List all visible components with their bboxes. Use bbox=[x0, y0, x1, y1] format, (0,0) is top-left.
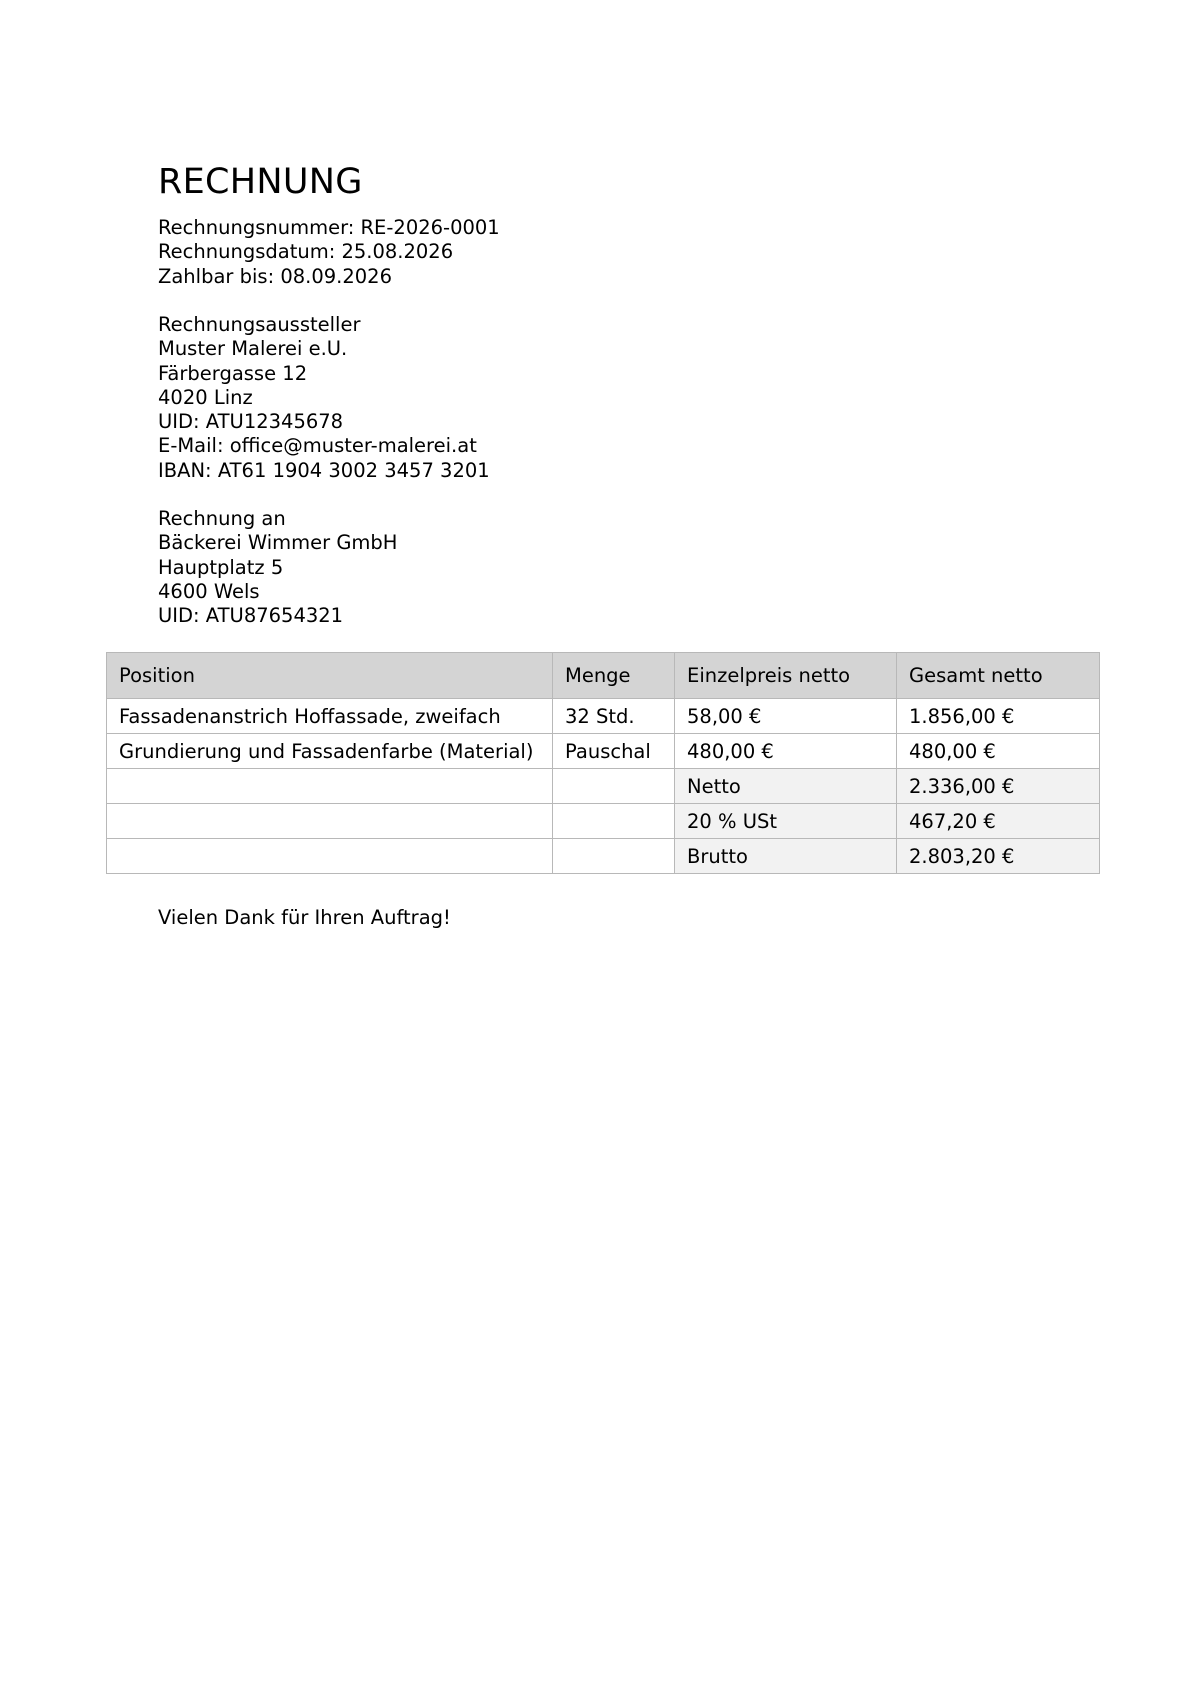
issuer-email: E-Mail: office@muster-malerei.at bbox=[158, 434, 477, 458]
cell-total: 480,00 € bbox=[897, 734, 1100, 769]
cell-quantity: Pauschal bbox=[553, 734, 675, 769]
recipient-block bbox=[158, 507, 397, 628]
recipient-city: 4600 Wels bbox=[158, 579, 260, 603]
issuer-block bbox=[158, 313, 490, 483]
cell-unit-price: 480,00 € bbox=[675, 734, 897, 769]
empty-cell bbox=[107, 804, 553, 839]
invoice-meta bbox=[158, 216, 500, 289]
issuer-street: Färbergasse 12 bbox=[158, 361, 308, 385]
summary-label-net: Netto bbox=[675, 769, 897, 804]
cell-position: Grundierung und Fassadenfarbe (Material) bbox=[107, 734, 553, 769]
summary-value-vat: 467,20 € bbox=[897, 804, 1100, 839]
invoice-number: Rechnungsnummer: RE-2026-0001 bbox=[158, 216, 500, 239]
recipient-name: Bäckerei Wimmer GmbH bbox=[158, 531, 398, 555]
issuer-city: 4020 Linz bbox=[158, 385, 253, 409]
summary-value-gross: 2.803,20 € bbox=[897, 839, 1100, 874]
column-header-quantity: Menge bbox=[553, 653, 675, 699]
invoice-title: RECHNUNG bbox=[158, 162, 363, 202]
invoice-date: Rechnungsdatum: 25.08.2026 bbox=[158, 240, 454, 264]
column-header-total: Gesamt netto bbox=[897, 653, 1100, 699]
issuer-name: Muster Malerei e.U. bbox=[158, 337, 348, 361]
table-header-row bbox=[107, 653, 1100, 699]
recipient-street: Hauptplatz 5 bbox=[158, 555, 284, 579]
empty-cell bbox=[107, 839, 553, 874]
summary-row-gross bbox=[107, 839, 1100, 874]
cell-unit-price: 58,00 € bbox=[675, 699, 897, 734]
cell-position: Fassadenanstrich Hoffassade, zweifach bbox=[107, 699, 553, 734]
empty-cell bbox=[553, 804, 675, 839]
issuer-iban: IBAN: AT61 1904 3002 3457 3201 bbox=[158, 458, 490, 482]
empty-cell bbox=[553, 839, 675, 874]
column-header-position: Position bbox=[107, 653, 553, 699]
table-row bbox=[107, 699, 1100, 734]
empty-cell bbox=[553, 769, 675, 804]
recipient-heading: Rechnung an bbox=[158, 507, 286, 530]
thank-you-note: Vielen Dank für Ihren Auftrag! bbox=[158, 906, 451, 929]
cell-total: 1.856,00 € bbox=[897, 699, 1100, 734]
issuer-heading: Rechnungsaussteller bbox=[158, 313, 361, 336]
summary-label-gross: Brutto bbox=[675, 839, 897, 874]
summary-label-vat: 20 % USt bbox=[675, 804, 897, 839]
issuer-uid: UID: ATU12345678 bbox=[158, 410, 344, 434]
summary-value-net: 2.336,00 € bbox=[897, 769, 1100, 804]
summary-row-net bbox=[107, 769, 1100, 804]
cell-quantity: 32 Std. bbox=[553, 699, 675, 734]
summary-row-vat bbox=[107, 804, 1100, 839]
empty-cell bbox=[107, 769, 553, 804]
line-items-table bbox=[106, 652, 1100, 874]
column-header-unit-price: Einzelpreis netto bbox=[675, 653, 897, 699]
invoice-due-date: Zahlbar bis: 08.09.2026 bbox=[158, 264, 392, 288]
table-row bbox=[107, 734, 1100, 769]
recipient-uid: UID: ATU87654321 bbox=[158, 604, 344, 628]
